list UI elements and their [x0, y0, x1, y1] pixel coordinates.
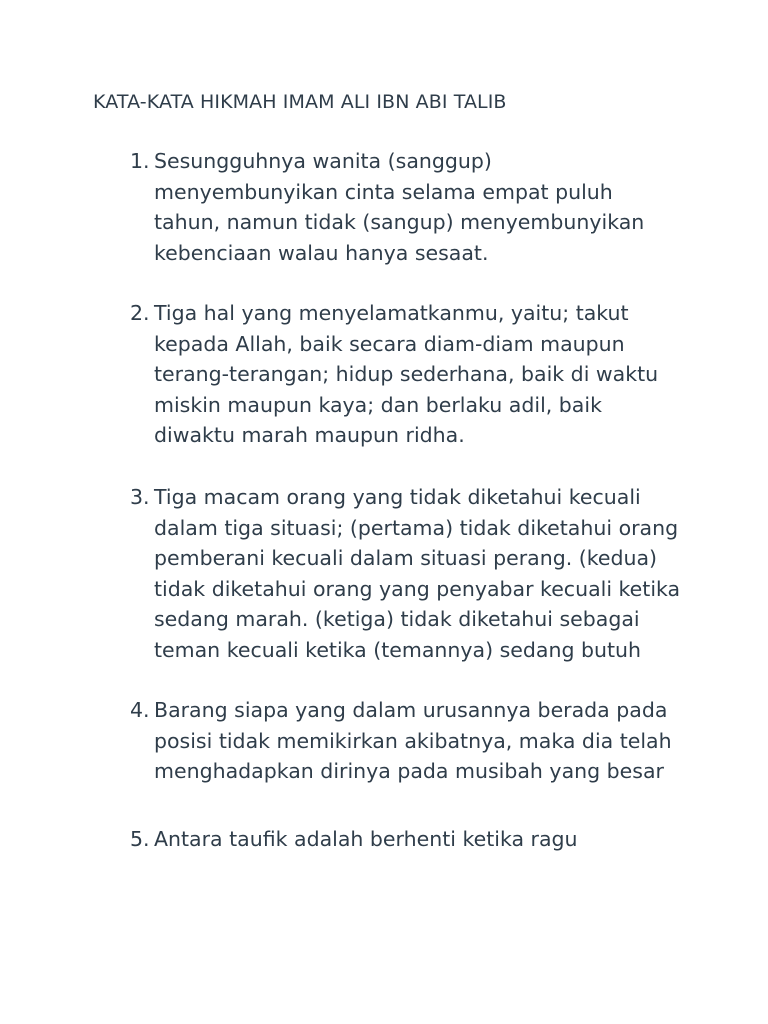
list-item: [130, 824, 710, 855]
text-line: tidak diketahui orang yang penyabar kecuali ketika: [154, 576, 681, 601]
list-item-text: [154, 695, 710, 787]
list-item-number: 2.: [130, 301, 150, 325]
list-item-text: [154, 146, 710, 268]
list-item-text: [154, 482, 710, 665]
text-line: Antara taufik adalah berhenti ketika ragu: [154, 827, 578, 851]
list-item-number: 4.: [130, 698, 150, 722]
text-line: menghadapkan dirinya pada musibah yang besar: [154, 759, 664, 783]
document-title: KATA-KATA HIKMAH IMAM ALI IBN ABI TALIB: [93, 91, 507, 113]
text-line: sedang marah. (ketiga) tidak diketahui sebagai: [154, 607, 640, 631]
text-line: Tiga macam orang yang tidak diketahui kecuali: [154, 485, 641, 509]
text-line: Tiga hal yang menyelamatkanmu, yaitu; takut: [154, 301, 629, 325]
text-line: teman kecuali ketika (temannya) sedang butuh: [154, 637, 642, 662]
text-line: tahun, namun tidak (sangup) menyembunyikan: [154, 210, 645, 234]
text-line: Barang siapa yang dalam urusannya berada pada: [154, 698, 668, 722]
list-item-text: [154, 824, 710, 855]
text-line: miskin maupun kaya; dan berlaku adil, baik: [154, 392, 602, 417]
text-line: menyembunyikan cinta selama empat puluh: [154, 179, 613, 204]
list-item-number: 3.: [130, 485, 150, 509]
text-line: terang-terangan; hidup sederhana, baik di waktu: [154, 362, 659, 386]
list-item-text: [154, 298, 710, 451]
text-line: posisi tidak memikirkan akibatnya, maka dia telah: [154, 728, 672, 753]
text-line: kebenciaan walau hanya sesaat.: [154, 240, 489, 265]
text-line: pemberani kecuali dalam situasi perang. (kedua): [154, 546, 658, 570]
text-line: Sesungguhnya wanita (sanggup): [154, 149, 492, 173]
text-line: kepada Allah, baik secara diam-diam maupun: [154, 331, 625, 356]
list-item-number: 1.: [130, 149, 150, 173]
list-item-number: 5.: [130, 827, 150, 851]
list-item: [130, 298, 710, 451]
list-item: [130, 695, 710, 787]
list-item: [130, 146, 710, 268]
text-line: dalam tiga situasi; (pertama) tidak diketahui orang: [154, 515, 679, 540]
text-line: diwaktu marah maupun ridha.: [154, 423, 465, 447]
list-item: [130, 482, 710, 665]
